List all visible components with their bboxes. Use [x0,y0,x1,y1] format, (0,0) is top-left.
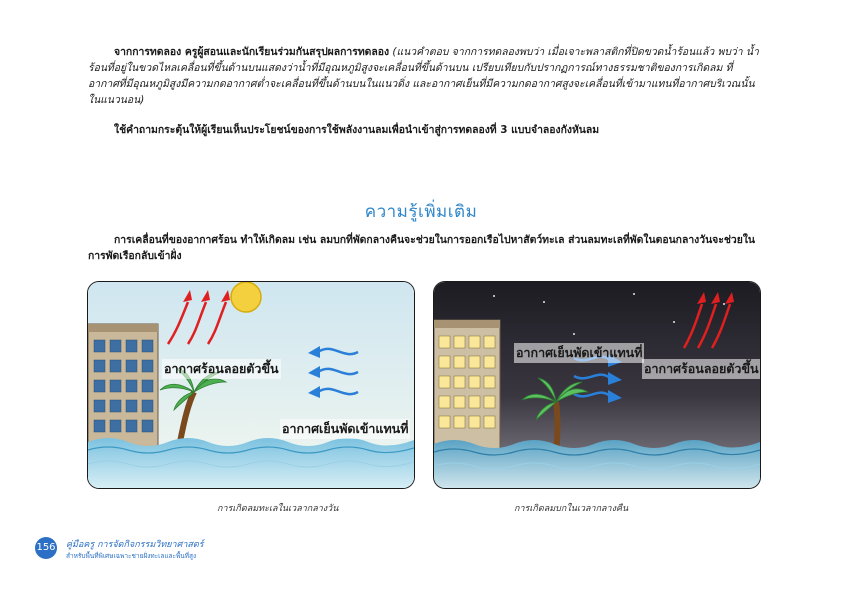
sea-breeze-caption: การเกิดลมทะเลในเวลากลางวัน [217,504,339,514]
land-breeze-caption: การเกิดลมบกในเวลากลางคืน [514,504,629,514]
conclusion-lead: จากการทดลอง ครูผู้สอนและนักเรียนร่วมกันสรุปผลการทดลอง [114,46,390,58]
land-breeze-illustration [433,281,761,489]
conclusion-answer: (แนวคำตอบ จากการทดลองพบว่า เมื่อเจาะพลาสติกที่ปิดขวดน้ำร้อนแล้ว พบว่า น้ำร้อนที่อยู่ในขวดไหลเคลื่อนที่ขึ้นด้านบนแสดงว่าน้ำที่มีอุณหภูมิสูงจะเคลื่อนที่ขึ้นด้านบน เปรียบเทียบกับปรากฏการณ์ทางธรรมชาติของการเกิดลม ที่อากาศที่มีอุณหภูมิสูงมีความกดอากาศต่ำจะเคลื่อนที่ขึ้นด้านบนในแนวดิ่ง และอากาศเย็นที่มีความกดอากาศสูงจะเคลื่อนที่เข้ามาแทนที่อากาศบริเวณนั้นในแนวนอน) [88,46,759,106]
day-cool-air-label: อากาศเย็นพัดเข้าแทนที่ [280,419,410,439]
extra-paragraph [88,232,760,264]
sea-breeze-illustration [87,281,415,489]
page-number-badge: 156 [35,537,57,559]
question-text: ใช้คำถามกระตุ้นให้ผู้เรียนเห็นประโยชน์ของการใช้พลังงานลมเพื่อนำเข้าสู่การทดลองที่ 3 แบบจำลองกังหันลม [114,124,600,136]
section-title: ความรู้เพิ่มเติม [364,202,478,222]
day-hot-air-label: อากาศร้อนลอยตัวขึ้น [162,359,281,379]
sea-breeze-drawing [88,282,414,488]
night-cool-air-label: อากาศเย็นพัดเข้าแทนที่ [514,343,644,363]
sun-icon [231,282,261,312]
building-icon [88,324,158,452]
conclusion-paragraph [88,44,760,108]
building-icon [434,320,500,452]
night-hot-air-label: อากาศร้อนลอยตัวขึ้น [642,359,761,379]
footer-title: คู่มือครู การจัดกิจกรรมวิทยาศาสตร์ [66,540,204,550]
footer-subtitle: สำหรับพื้นที่พิเศษเฉพาะชายฝั่งทะเลและพื้นที่สูง [66,552,197,560]
question-paragraph [88,122,760,138]
land-breeze-drawing [434,282,760,488]
extra-text: การเคลื่อนที่ของอากาศร้อน ทำให้เกิดลม เช่น ลมบกที่พัดกลางคืนจะช่วยในการออกเรือไปหาสัตว์ทะเล ส่วนลมทะเลที่พัดในตอนกลางวันจะช่วยในการพัดเรือกลับเข้าฝั่ง [88,234,756,262]
